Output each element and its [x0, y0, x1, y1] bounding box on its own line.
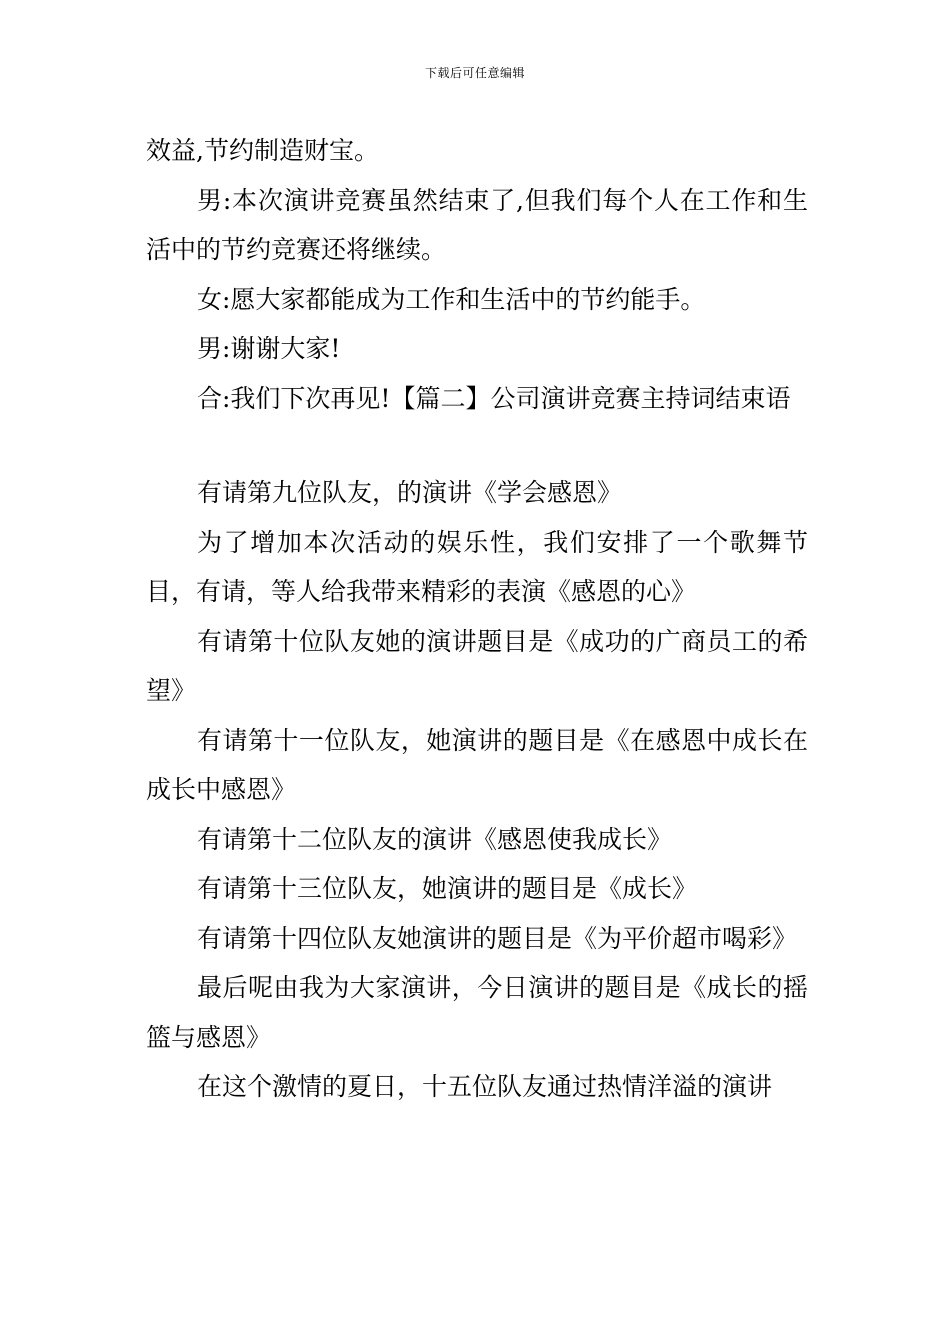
paragraph: 女:愿大家都能成为工作和生活中的节约能手。 — [197, 284, 706, 314]
paragraph: 合:我们下次再见!【篇二】公司演讲竞赛主持词结束语 — [197, 383, 791, 413]
paragraph: 在这个激情的夏日，十五位队友通过热情洋溢的演讲 — [197, 1072, 773, 1101]
paragraph: 男:本次演讲竞赛虽然结束了,但我们每个人在工作和生活中的节约竞赛还将继续。 — [146, 185, 808, 264]
header-note: 下载后可任意编辑 — [424, 66, 525, 80]
paragraph: 效益,节约制造财宝。 — [146, 136, 379, 165]
paragraph: 最后呢由我为大家演讲，今日演讲的题目是《成长的摇篮与感恩》 — [146, 973, 808, 1052]
paragraph: 有请第九位队友，的演讲《学会感恩》 — [197, 478, 623, 507]
paragraph: 男:谢谢大家! — [197, 334, 341, 363]
paragraph: 有请第十三位队友，她演讲的题目是《成长》 — [197, 874, 698, 903]
paragraph: 有请第十位队友她的演讲题目是《成功的广商员工的希望》 — [146, 626, 808, 705]
paragraph: 为了增加本次活动的娱乐性，我们安排了一个歌舞节目，有请，等人给我带来精彩的表演《感恩的心》 — [146, 527, 808, 606]
section-gap — [146, 423, 808, 468]
paragraph: 有请第十四位队友她演讲的题目是《为平价超市喝彩》 — [197, 923, 798, 953]
paragraph: 有请第十一位队友，她演讲的题目是《在感恩中成长在成长中感恩》 — [146, 725, 808, 804]
paragraph: 有请第十二位队友的演讲《感恩使我成长》 — [197, 824, 673, 854]
document-body — [146, 126, 808, 1112]
